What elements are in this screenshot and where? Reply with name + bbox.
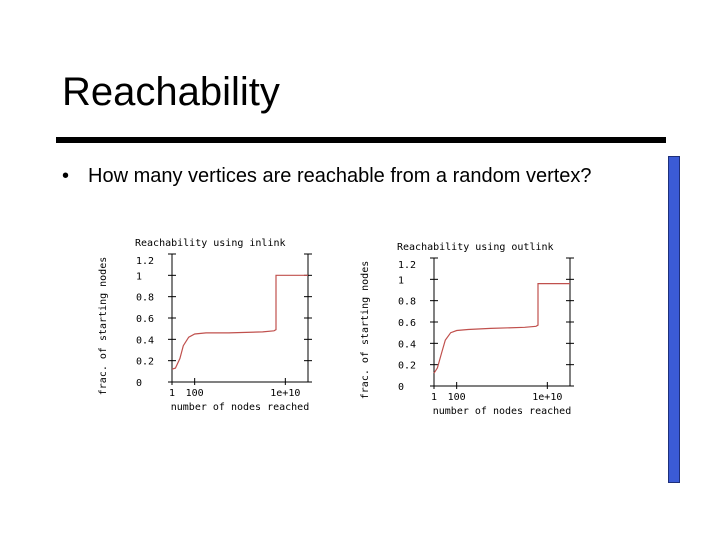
- series-line: [434, 284, 570, 374]
- chart-outlink: [358, 232, 608, 420]
- x-tick-label: 1: [168, 388, 176, 399]
- y-tick-label: 0.4: [398, 339, 417, 351]
- x-tick-label: 1: [430, 392, 438, 403]
- x-axis-label: number of nodes reached: [432, 406, 572, 417]
- x-tick-label: 1e+10: [532, 392, 563, 403]
- y-tick-label: 1.2: [398, 260, 417, 271]
- y-tick-label: 0: [136, 378, 143, 389]
- y-tick-label: 0.2: [136, 356, 155, 368]
- series-line: [172, 275, 308, 369]
- y-tick-label: 0.6: [136, 314, 155, 325]
- y-tick-label: 1: [136, 271, 143, 283]
- slide-title: Reachability: [62, 70, 280, 114]
- chart-inlink: [96, 228, 346, 416]
- y-tick-label: 0.6: [398, 318, 417, 329]
- x-tick-label: 1e+10: [270, 388, 301, 399]
- y-tick-label: 0.2: [398, 360, 417, 372]
- bullet-marker: •: [62, 165, 70, 187]
- y-tick-label: 1.2: [136, 256, 155, 267]
- sidebar-bar: [668, 156, 680, 483]
- chart-title: Reachability using inlink: [135, 238, 286, 249]
- y-tick-label: 0.8: [136, 292, 155, 304]
- title-divider: [56, 137, 666, 143]
- y-axis-label: frac. of starting nodes: [360, 260, 371, 400]
- y-tick-label: 1: [398, 275, 405, 287]
- y-axis-label: frac. of starting nodes: [98, 256, 109, 396]
- y-tick-label: 0.8: [398, 296, 417, 308]
- y-tick-label: 0.4: [136, 335, 155, 347]
- x-axis-label: number of nodes reached: [170, 402, 310, 413]
- y-tick-label: 0: [398, 382, 405, 393]
- x-tick-label: 100: [185, 388, 204, 399]
- bullet-text: How many vertices are reachable from a random vertex?: [88, 165, 592, 187]
- x-tick-label: 100: [447, 392, 466, 403]
- chart-title: Reachability using outlink: [397, 242, 554, 253]
